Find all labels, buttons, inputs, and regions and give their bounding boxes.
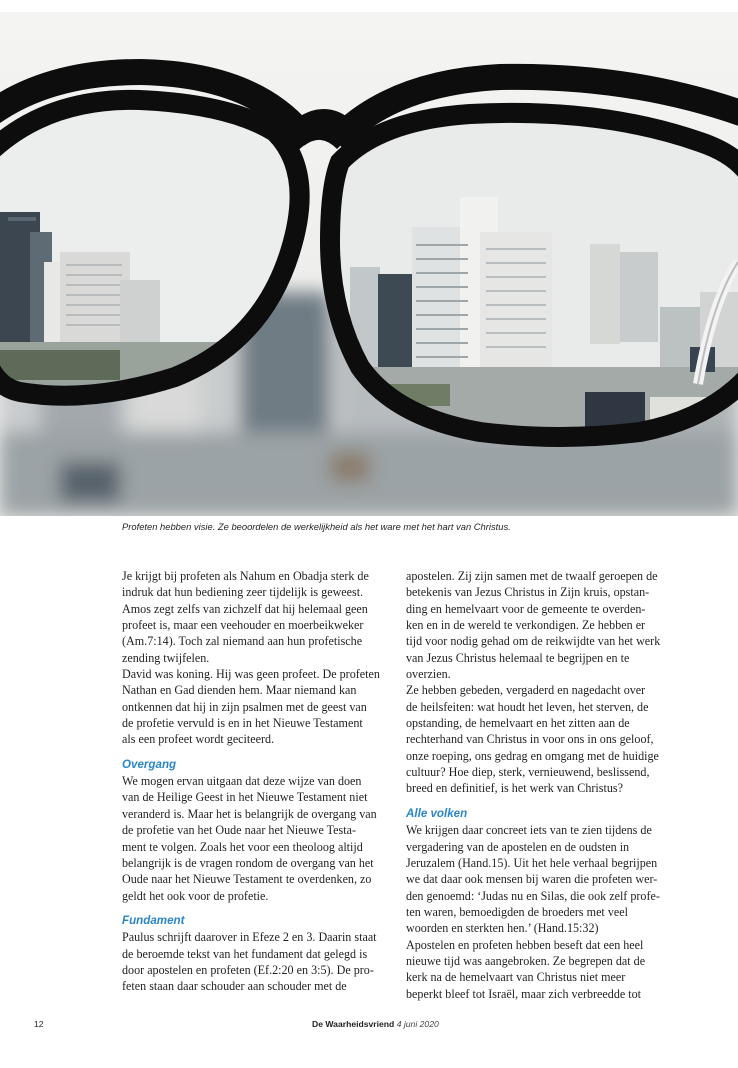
- text-line: David was koning. Hij was geen profeet. De profeten: [122, 667, 380, 682]
- section-heading-overgang: Overgang: [122, 757, 177, 771]
- text-line: Oude naar het Nieuwe Testament te overdenken, zo: [122, 872, 372, 887]
- text-line: feten staan daar schouder aan schouder met de: [122, 979, 347, 994]
- text-line: van de Heilige Geest in het Nieuwe Testament niet: [122, 790, 368, 805]
- section-heading-fundament: Fundament: [122, 913, 185, 927]
- page-number: 12: [34, 1019, 44, 1029]
- text-line: Ze hebben gebeden, vergaderd en nagedacht over: [406, 683, 646, 698]
- text-line: Je krijgt bij profeten als Nahum en Obadja sterk de: [122, 569, 369, 583]
- hero-photo: [0, 12, 738, 516]
- text-line: Paulus schrijft daarover in Efeze 2 en 3. Daarin staat: [122, 930, 377, 945]
- text-line: Jeruzalem (Hand.15). Uit het hele verhaal begrijpen: [406, 855, 658, 870]
- text-line: indruk dat hun bediening zeer tijdelijk is geweest.: [122, 585, 364, 600]
- text-line: door apostelen en profeten (Ef.2:20 en 3:5). De pro-: [122, 962, 374, 977]
- text-line: nieuwe tijd was aangebroken. Ze begrepen dat de: [406, 953, 646, 968]
- section-heading-alle-volken: Alle volken: [406, 806, 468, 820]
- text-line: ontkennen dat hij in zijn psalmen met de geest van: [122, 699, 367, 714]
- text-line: We mogen ervan uitgaan dat deze wijze van doen: [122, 774, 362, 789]
- publication-line: [312, 1019, 439, 1029]
- publication-date: 4 juni 2020: [396, 1019, 439, 1029]
- text-line: apostelen. Zij zijn samen met de twaalf geroepen de: [406, 569, 658, 583]
- publication-name: De Waarheidsvriend: [312, 1019, 395, 1029]
- text-line: woorden en sterkten hen.’ (Hand.15:32): [406, 921, 599, 936]
- text-line: rechterhand van Christus in voor ons in ons geloof,: [406, 732, 654, 747]
- text-line: Nathan en Gad dienden hem. Maar niemand kan: [122, 683, 357, 698]
- text-line: veranderd is. Maar het is belangrijk de overgang van: [122, 806, 377, 821]
- text-line: vergadering van de apostelen en de oudsten in: [406, 839, 630, 854]
- text-line: ding en hemelvaart voor de gemeente te overden-: [406, 601, 646, 616]
- text-line: (Am.7:14). Toch zal niemand aan hun profetische: [122, 634, 363, 649]
- text-line: beperkt bleef tot Israël, maar zich verbreedde tot: [406, 986, 642, 1001]
- text-line: opstanding, de hemelvaart en het zitten aan de: [406, 716, 630, 731]
- image-caption: Profeten hebben visie. Ze beoordelen de werkelijkheid als het ware met het hart van Christus.: [122, 521, 511, 532]
- article-column-right: [406, 568, 681, 1002]
- text-line: als een profeet wordt geciteerd.: [122, 732, 275, 747]
- text-line: we dat daar ook mensen bij waren die profeten wer-: [406, 872, 658, 887]
- text-line: ten waren, bemoedigden de broeders met veel: [406, 904, 628, 919]
- text-line: ment te volgen. Zoals het voor een theoloog altijd: [122, 839, 363, 854]
- text-line: de profetie van het Oude naar het Nieuwe Testa-: [122, 823, 356, 838]
- text-line: cultuur? Hoe diep, sterk, vernieuwend, beslissend,: [406, 765, 650, 780]
- text-line: breed en definitief, is het werk van Christus?: [406, 781, 623, 796]
- text-line: belangrijk is de vragen rondom de overgang van het: [122, 855, 374, 870]
- text-line: overzien.: [406, 667, 451, 682]
- text-line: profeet is, maar een veehouder en moerbeikweker: [122, 618, 364, 633]
- glasses-cityscape-image: [0, 12, 738, 516]
- text-line: de beroemde tekst van het fundament dat gelegd is: [122, 946, 368, 961]
- text-line: Apostelen en profeten hebben beseft dat een heel: [406, 937, 644, 952]
- text-line: geldt het ook voor de profetie.: [122, 888, 269, 903]
- page-footer: [0, 1019, 738, 1033]
- text-line: We krijgen daar concreet iets van te zien tijdens de: [406, 823, 652, 838]
- text-line: den genoemd: ‘Judas nu en Silas, die ook zelf profe-: [406, 888, 660, 903]
- text-line: zending twijfelen.: [122, 650, 210, 665]
- text-line: van Jezus Christus helemaal te begrijpen en te: [406, 650, 630, 665]
- text-line: betekenis van Jezus Christus in Zijn kruis, opstan-: [406, 585, 650, 600]
- text-line: onze roeping, ons gedrag en omgang met de huidige: [406, 748, 659, 763]
- text-line: tijd voor nodig gehad om de reikwijdte van het werk: [406, 634, 661, 649]
- text-line: de profetie vervuld is en in het Nieuwe Testament: [122, 716, 363, 731]
- article-column-left: [122, 568, 397, 995]
- text-line: de heilsfeiten: wat houdt het leven, het sterven, de: [406, 699, 649, 714]
- text-line: ken en in de wereld te verkondigen. Ze hebben er: [406, 618, 646, 633]
- text-line: Amos zegt zelfs van zichzelf dat hij helemaal geen: [122, 601, 368, 616]
- text-line: kerk na de hemelvaart van Christus niet meer: [406, 970, 626, 985]
